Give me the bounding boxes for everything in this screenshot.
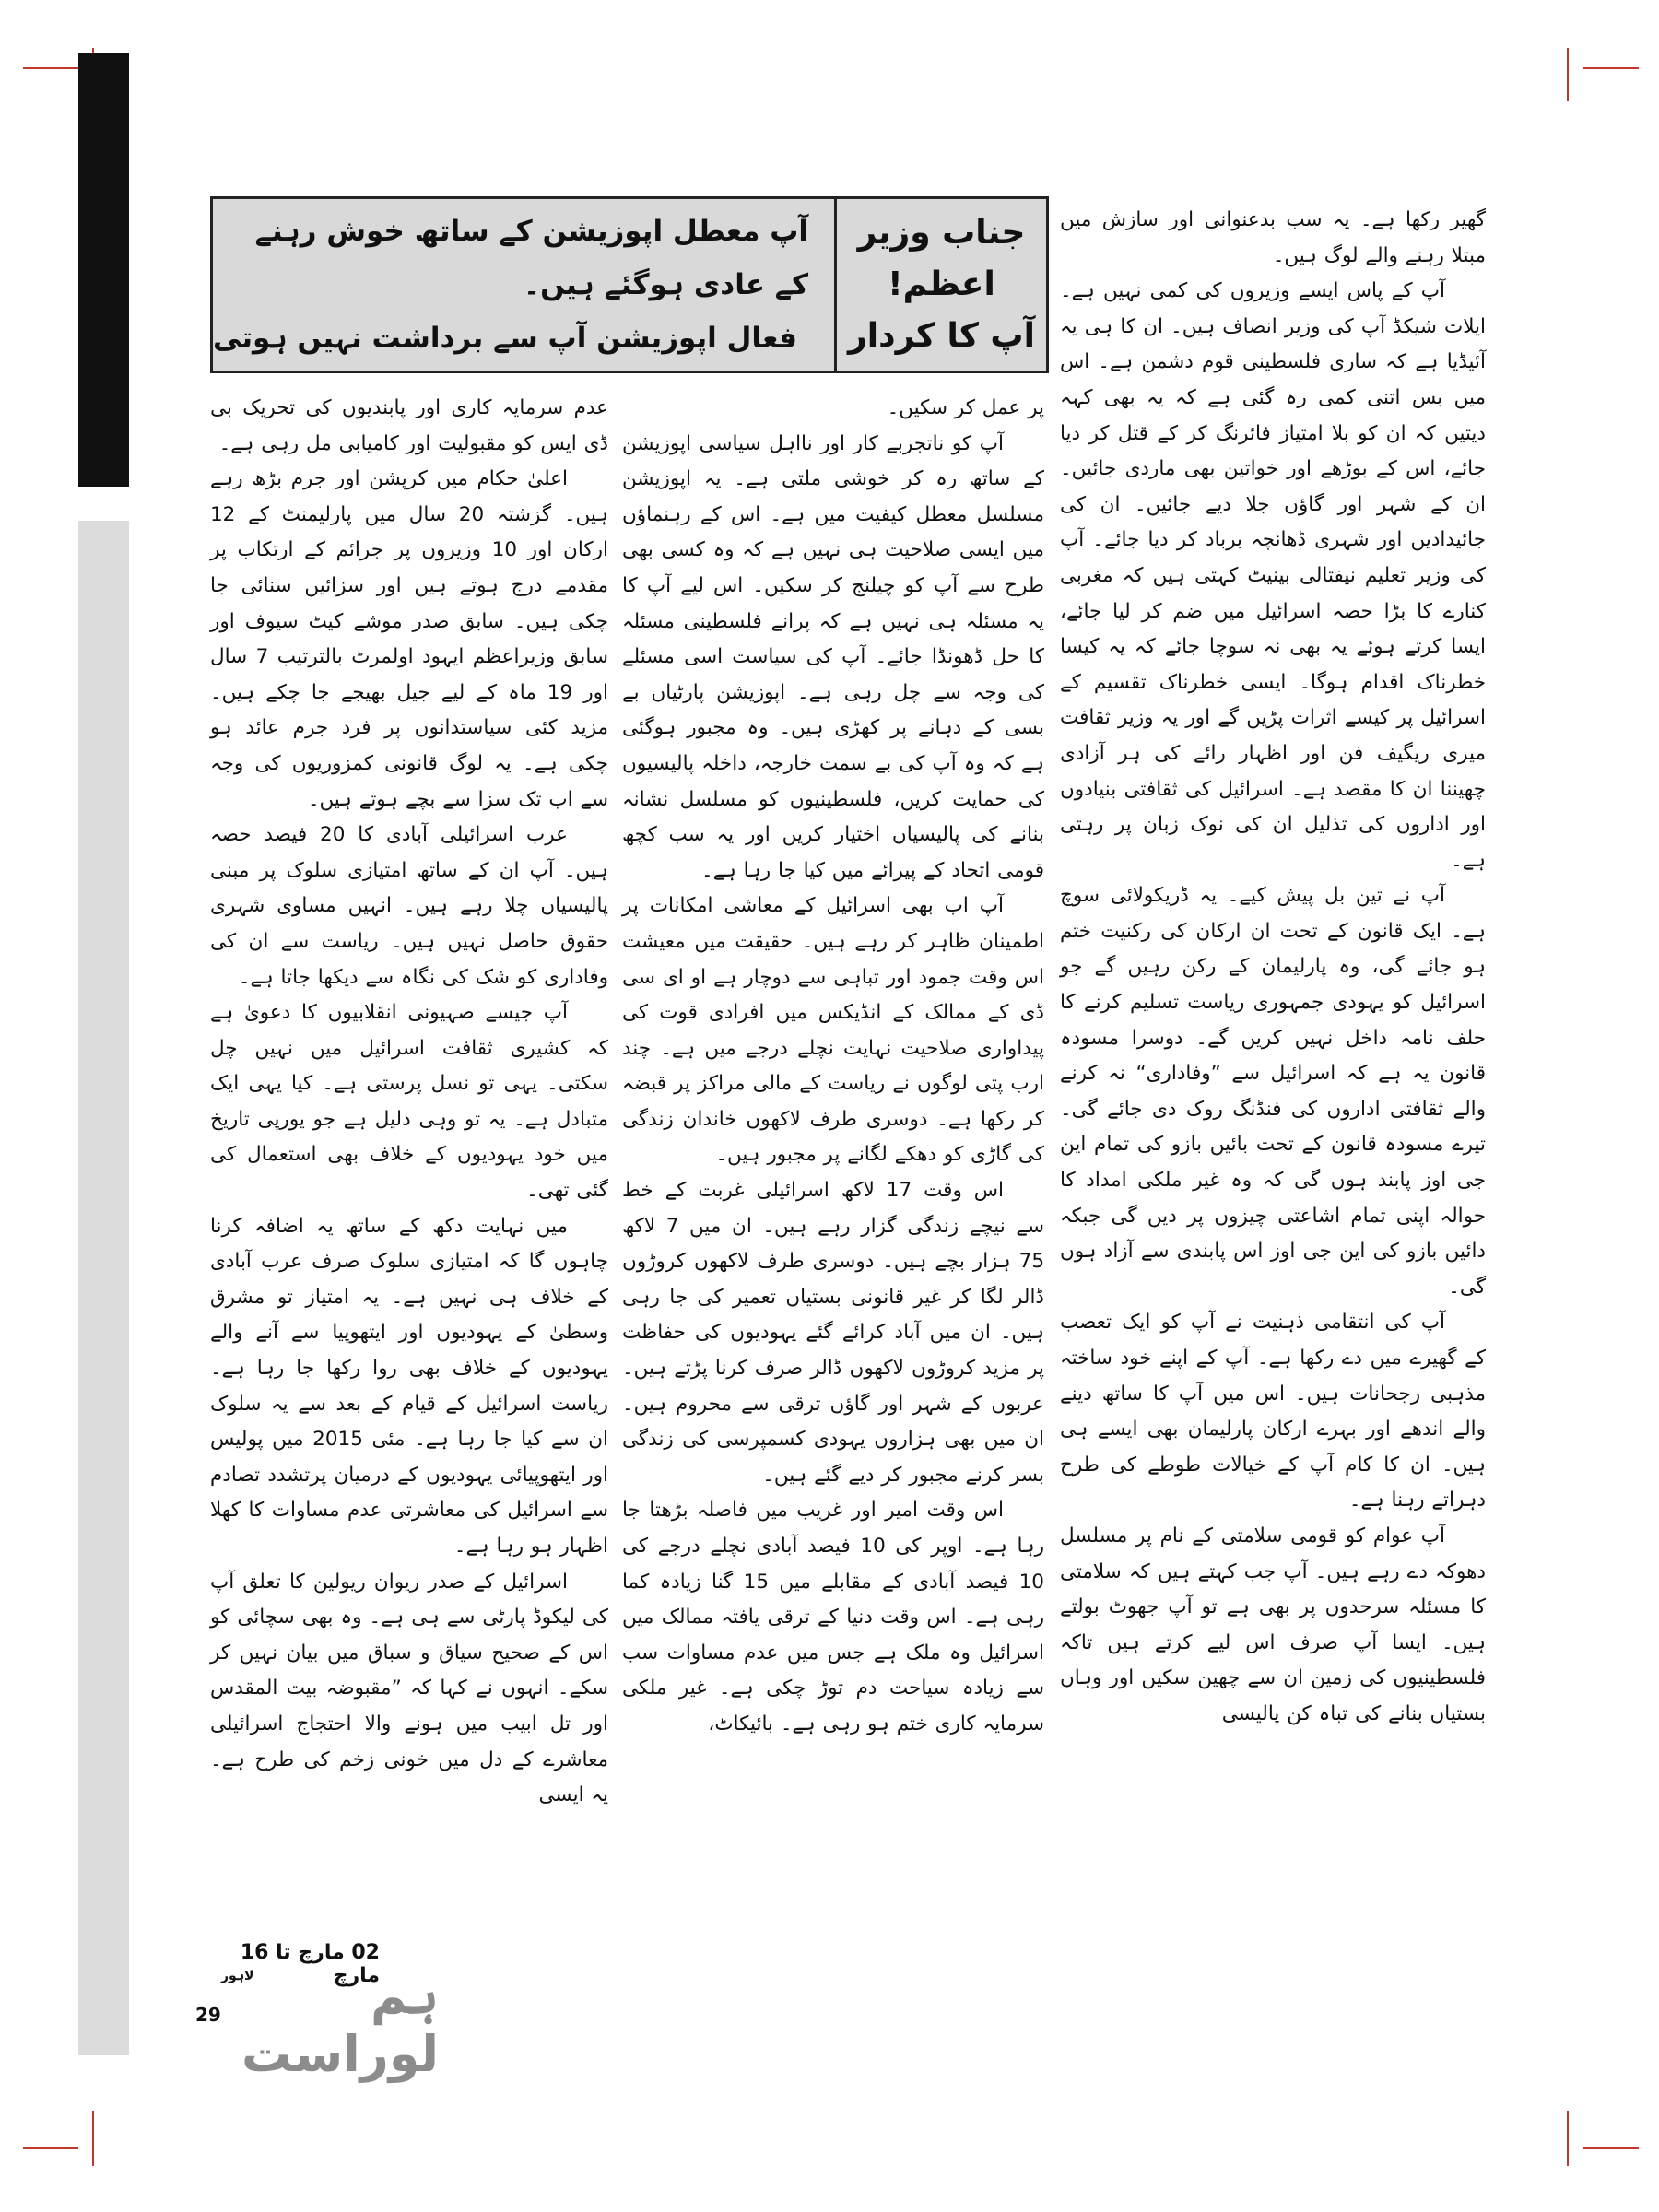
headline-box [210, 196, 1049, 373]
article-paragraph: آپ جیسے صہیونی انقلابیوں کا دعویٰ ہے کہ کشیری ثقافت اسرائیل میں نہیں چل سکتی۔ یہی تو نسل پرستی ہے۔ کیا یہی ایک متبادل ہے۔ یہ تو وہی دلیل ہے جو یورپی تاریخ میں خود یہودیوں کے خلاف بھی استعمال کی گئی تھی۔ [210, 1001, 608, 1203]
crop-mark [23, 67, 78, 69]
article-paragraph: آپ عوام کو قومی سلامتی کے نام پر مسلسل دھوکہ دے رہے ہیں۔ آپ جب کہتے ہیں کہ سلامتی کا مسئلہ سرحدوں پر بھی ہے تو آپ جھوٹ بولتے ہیں۔ ایسا آپ صرف اس لیے کرتے ہیں تاکہ فلسطینیوں کی زمین ان سے چھین سکیں اور وہاں بستیاں بنانے کی تباہ کن پالیسی [1060, 1524, 1486, 1725]
article-column-left [210, 391, 608, 1902]
headline-title-line: آپ کا کردار [848, 317, 1035, 355]
article-paragraph: اعلیٰ حکام میں کرپشن اور جرم بڑھ رہے ہیں۔ گزشتہ 20 سال میں پارلیمنٹ کے 12 ارکان اور 10 وزیروں پر جرائم کے ارتکاب پر مقدمے درج ہوتے ہیں اور سزائیں سنائی جا چکی ہیں۔ سابق صدر موشے کیٹ سیوف اور سابق وزیراعظم ایہود اولمرٹ بالترتیب 7 سال اور 19 ماہ کے لیے جیل بھیجے جا چکے ہیں۔ مزید کئی سیاستدانوں پر فرد جرم عائد ہو چکی ہے۔ یہ لوگ قانونی کمزوریوں کی وجہ سے اب تک سزا سے بچے ہوتے ہیں۔ [210, 467, 609, 811]
crop-mark [1583, 2147, 1639, 2149]
article-paragraph: اس وقت امیر اور غریب میں فاصلہ بڑھتا جا رہا ہے۔ اوپر کی 10 فیصد آبادی نچلے درجے کی 10 فیصد آبادی کے مقابلے میں 15 گنا زیادہ کما رہی ہے۔ اس وقت دنیا کے ترقی یافتہ ممالک میں اسرائیل وہ ملک ہے جس میں عدم مساوات سب سے زیادہ سیاحت دم توڑ چکی ہے۔ غیر ملکی سرمایہ کاری ختم ہو رہی ہے۔ بائیکاٹ، [622, 1499, 1044, 1735]
headline-subtitle-line: آپ معطل اپوزیشن کے ساتھ خوش رہنے کے عادی ہوگئے ہیں۔ [254, 215, 808, 301]
article-paragraph: آپ کے پاس ایسے وزیروں کی کمی نہیں ہے۔ ایلات شیکڈ آپ کی وزیر انصاف ہیں۔ ان کا ہی یہ آئیڈیا ہے کہ ساری فلسطینی قوم دشمن ہے۔ اس میں بس اتنی کمی رہ گئی ہے کہ یہ بھی کہہ دیتیں کہ ان کو بلا امتیاز فائرنگ کر کے قتل کر دیا جائے، اس کے بوڑھے اور خواتین بھی ماردی جائیں۔ ان کے شہر اور گاؤں جلا دیے جائیں۔ ان کی جائیدادیں اور شہری ڈھانچہ برباد کر دیا جائے۔ آپ کی وزیر تعلیم نیفتالی بینیٹ کہتی ہیں کہ مغربی کنارے کا بڑا حصہ اسرائیل میں ضم کر لیا جائے، ایسا کرتے ہوئے یہ بھی نہ سوچا جائے کہ یہ کیسا خطرناک اقدام ہوگا۔ ایسی خطرناک تقسیم کے اسرائیل پر کیسے اثرات پڑیں گے اور یہ وزیر ثقافت میری ریگیف فن اور اظہار رائے کی ہر آزادی چھیننا ان کا مقصد ہے۔ اسرائیل کی ثقافتی بنیادوں اور اداروں کی تذلیل ان کی نوک زبان پر رہتی ہے۔ [1060, 279, 1486, 872]
crop-mark [23, 2147, 78, 2149]
margin-grey-tab [78, 521, 129, 2055]
article-paragraph: آپ نے تین بل پیش کیے۔ یہ ڈریکولائی سوچ ہے۔ ایک قانون کے تحت ان ارکان کی رکنیت ختم ہو جائے گی، وہ پارلیمان کے رکن رہیں گے جو اسرائیل کو یہودی جمہوری ریاست تسلیم کرنے کا حلف نامہ داخل نہیں کریں گے۔ دوسرا مسودہ قانون یہ ہے کہ اسرائیل سے ”وفاداری“ نہ کرنے والے ثقافتی اداروں کی فنڈنگ روک دی جائے گی۔ تیرے مسودہ قانون کے تحت بائیں بازو کی تمام این جی اوز پابند ہوں گی کہ وہ غیر ملکی امداد کا حوالہ اپنی تمام اشاعتی چیزوں پر دیں گی جبکہ دائیں بازو کی این جی اوز اس پابندی سے آزاد ہوں گی۔ [1060, 884, 1486, 1299]
article-paragraph: آپ کو ناتجربے کار اور نااہل سیاسی اپوزیشن کے ساتھ رہ کر خوشی ملتی ہے۔ یہ اپوزیشن مسلسل معطل کیفیت میں ہے۔ اس کے رہنماؤں میں ایسی صلاحیت ہی نہیں ہے کہ وہ کسی بھی طرح سے آپ کو چیلنج کر سکیں۔ اس لیے آپ کا یہ مسئلہ ہی نہیں ہے کہ پرانے فلسطینی مسئلہ کا حل ڈھونڈا جائے۔ آپ کی سیاست اسی مسئلے کی وجہ سے چل رہی ہے۔ اپوزیشن پارٹیاں بے بسی کے دہانے پر کھڑی ہیں۔ وہ مجبور ہوگئی ہے کہ وہ آپ کی بے سمت خارجہ، داخلہ پالیسیوں کی حمایت کریں، فلسطینیوں کو مسلسل نشانہ بنانے کی پالیسیاں اختیار کریں اور یہ سب کچھ قومی اتحاد کے پیرائے میں کیا جا رہا ہے۔ [622, 431, 1044, 882]
article-paragraph: اس وقت 17 لاکھ اسرائیلی غربت کے خط سے نیچے زندگی گزار رہے ہیں۔ ان میں 7 لاکھ 75 ہزار بچے ہیں۔ دوسری طرف لاکھوں کروڑوں ڈالر لگا کر غیر قانونی بستیاں تعمیر کی جا رہی ہیں۔ ان میں آباد کرائے گئے یہودیوں کی حفاظت پر مزید کروڑوں لاکھوں ڈالر صرف کرنا پڑتے ہیں۔ عربوں کے شہر اور گاؤں ترقی سے محروم ہیں۔ ان میں بھی ہزاروں یہودی کسمپرسی کی زندگی بسر کرنے مجبور کر دیے گئے ہیں۔ [622, 1179, 1044, 1487]
article-paragraph: میں نہایت دکھ کے ساتھ یہ اضافہ کرنا چاہوں گا کہ امتیازی سلوک صرف عرب آبادی کے خلاف ہی نہیں ہے۔ یہ امتیاز تو مشرق وسطیٰ کے یہودیوں اور ایتھوپیا سے آنے والے یہودیوں کے خلاف بھی روا رکھا جا رہا ہے۔ ریاست اسرائیل کے قیام کے بعد سے یہ سلوک ان سے کیا جا رہا ہے۔ مئی 2015 میں پولیس اور ایتھوپیائی یہودیوں کے درمیان پرتشدد تصادم سے اسرائیل کی معاشرتی عدم مساوات کا کھلا اظہار ہو رہا ہے۔ [210, 1214, 608, 1558]
article-column-middle [622, 391, 1044, 1902]
article-paragraph: عرب اسرائیلی آبادی کا 20 فیصد حصہ ہیں۔ آپ ان کے ساتھ امتیازی سلوک پر مبنی پالیسیاں چلا رہے ہیں۔ انہیں مساوی شہری حقوق حاصل نہیں ہیں۔ ریاست سے ان کی وفاداری کو شک کی نگاہ سے دیکھا جاتا ہے۔ [210, 823, 608, 989]
article-paragraph: آپ اب بھی اسرائیل کے معاشی امکانات پر اطمینان ظاہر کر رہے ہیں۔ حقیقت میں معیشت اس وقت جمود اور تباہی سے دوچار ہے او ای سی ڈی کے ممالک کے انڈیکس میں افرادی قوت کی پیداواری صلاحیت نہایت نچلے درجے میں ہے۔ چند ارب پتی لوگوں نے ریاست کے مالی مراکز پر قبضہ کر رکھا ہے۔ دوسری طرف لاکھوں خاندان زندگی کی گاڑی کو دھکے لگانے پر مجبور ہیں۔ [622, 894, 1044, 1167]
page-footer [195, 1941, 439, 2083]
headline-title-line: اعظم! [888, 265, 995, 303]
headline-title-line: جناب وزیر [857, 214, 1026, 252]
headline-subtitle-line: فعال اپوزیشن آپ سے برداشت نہیں ہوتی [213, 322, 797, 355]
crop-mark [1567, 48, 1569, 101]
crop-mark [1583, 67, 1639, 69]
headline-title [834, 199, 1046, 371]
article-paragraph: آپ کی انتقامی ذہنیت نے آپ کو ایک تعصب کے گھیرے میں دے رکھا ہے۔ آپ کے اپنے خود ساختہ مذہبی رجحانات ہیں۔ اس میں آپ کا ساتھ دینے والے اندھے اور بہرے ارکان پارلیمان بھی ایسے ہی ہیں۔ ان کا کام آپ کے خیالات طوطے کی طرح دہراتے رہنا ہے۔ [1060, 1311, 1486, 1512]
magazine-logo: ہم لوراست [241, 1967, 439, 2083]
crop-mark [1567, 2111, 1569, 2166]
issue-date: 02 مارچ تا 16 مارچ [240, 1941, 380, 1987]
margin-black-tab [78, 53, 129, 487]
crop-mark [92, 2111, 94, 2166]
article-paragraph: پر عمل کر سکیں۔ [887, 396, 1044, 419]
article-paragraph: اسرائیل کے صدر ریوان ریولین کا تعلق آپ کی لیکوڈ پارٹی سے ہی ہے۔ وہ بھی سچائی کو اس کے صحیح سیاق و سباق میں بیان نہیں کر سکے۔ انہوں نے کہا کہ ”مقبوضہ بیت المقدس اور تل ابیب میں ہونے والا احتجاج اسرائیلی معاشرے کے دل میں خونی زخم کی طرح ہے۔ یہ ایسی [210, 1570, 608, 1807]
article-column-right [1060, 203, 1486, 1903]
page-number: 29 [195, 2004, 221, 2026]
article-paragraph: عدم سرمایہ کاری اور پابندیوں کی تحریک بی ڈی ایس کو مقبولیت اور کامیابی مل رہی ہے۔ [210, 396, 608, 455]
footer-city: لاہور [221, 1969, 254, 1983]
headline-subtitle [213, 199, 829, 371]
article-paragraph: گھیر رکھا ہے۔ یہ سب بدعنوانی اور سازش میں مبتلا رہنے والے لوگ ہیں۔ [1060, 208, 1486, 267]
